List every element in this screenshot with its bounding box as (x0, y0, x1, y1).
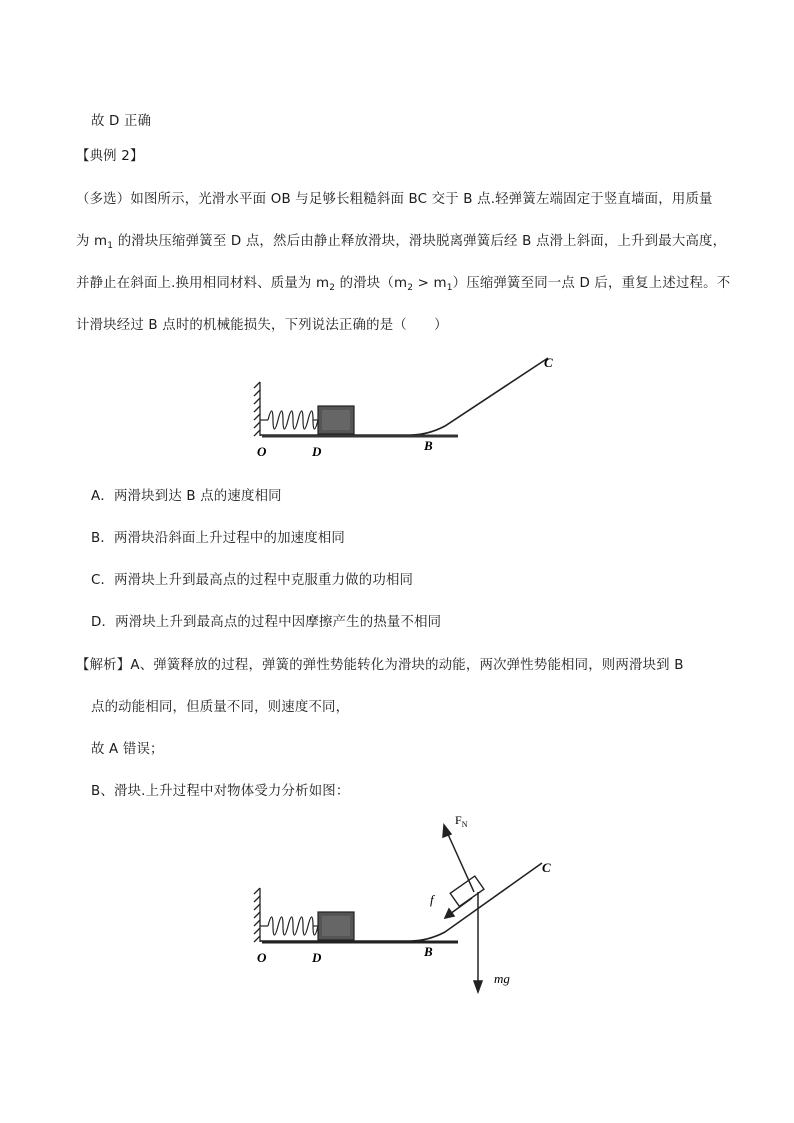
text-line: 故 D 正确 (91, 114, 152, 129)
question-line: 计滑块经过 B 点时的机械能损失，下列说法正确的是（ ） (76, 318, 448, 333)
example-heading: 【典例 2】 (76, 149, 144, 164)
analysis-line: 点的动能相同，但质量不同，则速度不同， (91, 700, 350, 715)
label-C: C (544, 355, 553, 370)
label-mg: mg (494, 971, 510, 986)
label-FN: $F_N$ (455, 813, 468, 829)
force-analysis-figure (250, 808, 560, 994)
option-b: B．两滑块沿斜面上升过程中的加速度相同 (91, 531, 346, 546)
analysis-line: 故 A 错误； (91, 742, 164, 757)
normal-force-arrow (443, 825, 474, 892)
incline-figure (250, 350, 560, 460)
spring (260, 411, 323, 429)
label-B: B (424, 438, 433, 453)
question-line: 为 $m_1$ 的滑块压缩弹簧至 D 点，然后由静止释放滑块，滑块脱离弹簧后经 B 点滑上斜面，上升到最大高度， (76, 234, 727, 251)
option-a: A．两滑块到达 B 点的速度相同 (91, 489, 282, 504)
option-c: C．两滑块上升到最高点的过程中克服重力做的功相同 (91, 573, 414, 588)
label-O: O (257, 444, 267, 459)
option-d: D．两滑块上升到最高点的过程中因摩擦产生的热量不相同 (91, 615, 442, 630)
label-O: O (257, 950, 267, 965)
question-line: （多选）如图所示，光滑水平面 OB 与足够长粗糙斜面 BC 交于 B 点.轻弹簧左端固定于竖直墙面，用质量 (76, 192, 713, 207)
label-f: f (430, 892, 434, 907)
label-D: D (312, 444, 322, 459)
analysis-line: 【解析】A、弹簧释放的过程，弹簧的弹性势能转化为滑块的动能，两次弹性势能相同，则两滑块到 B (76, 658, 684, 673)
wall (254, 382, 260, 436)
analysis-line: B、滑块.上升过程中对物体受力分析如图： (91, 784, 350, 799)
label-B: B (424, 944, 433, 959)
question-line: 并静止在斜面上.换用相同材料、质量为 $m_2$ 的滑块$(m_2 > m_1)$压缩弹簧至同一点 D 后，重复上述过程。不 (76, 276, 731, 293)
label-D: D (312, 950, 322, 965)
label-C: C (542, 860, 551, 875)
